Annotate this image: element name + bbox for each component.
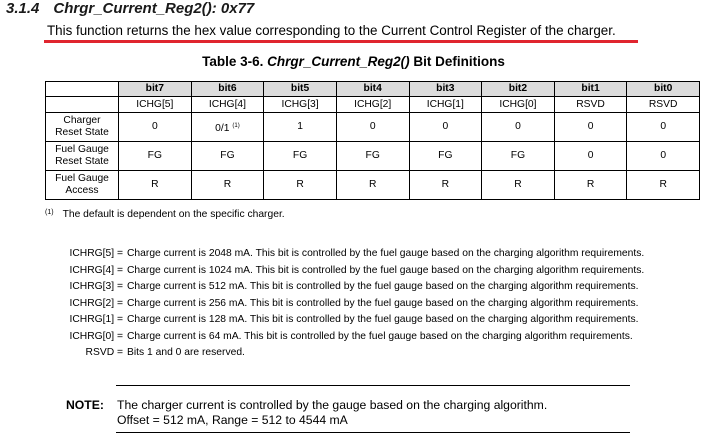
value-text: 0/1 <box>215 122 230 134</box>
footnote-text: The default is dependent on the specific charger. <box>62 209 285 220</box>
definition-text: Charge current is 512 mA. This bit is controlled by the fuel gauge based on the charging algorithm requirements. <box>127 281 639 292</box>
table-row <box>46 171 700 200</box>
value-cell: 0 <box>554 113 627 142</box>
red-underline <box>44 40 638 43</box>
note-rule-bottom <box>116 432 630 433</box>
definition-text: Charge current is 2048 mA. This bit is controlled by the fuel gauge based on the charging algorithm requirements. <box>127 248 645 259</box>
definition-item <box>61 311 701 328</box>
row-label-blank <box>46 97 119 113</box>
bit-header: bit6 <box>191 82 264 97</box>
value-cell: FG <box>336 142 409 171</box>
section-heading <box>6 0 254 17</box>
bit-name-cell: ICHG[3] <box>264 97 337 113</box>
bit-header: bit7 <box>119 82 192 97</box>
row-label-line: Fuel Gauge <box>55 173 109 184</box>
table-row <box>46 113 700 142</box>
definition-text: Bits 1 and 0 are reserved. <box>127 347 245 358</box>
row-label-line: Charger <box>63 115 101 126</box>
value-cell: FG <box>191 142 264 171</box>
header-blank-cell <box>46 82 119 97</box>
bit-name-cell: ICHG[2] <box>336 97 409 113</box>
bit-name-cell: RSVD <box>554 97 627 113</box>
value-cell: R <box>482 171 555 200</box>
row-label <box>46 171 119 200</box>
table-row <box>46 142 700 171</box>
bit-name-cell: ICHG[1] <box>409 97 482 113</box>
definition-text: Charge current is 1024 mA. This bit is controlled by the fuel gauge based on the charging algorithm requirements. <box>127 264 645 276</box>
bit-definitions-table <box>45 81 700 200</box>
table-title-function: Chrgr_Current_Reg2() <box>267 54 410 69</box>
value-cell <box>191 113 264 142</box>
definition-item <box>61 328 701 345</box>
note-text-line: The charger current is controlled by the gauge based on the charging algorithm. <box>117 398 548 412</box>
value-cell: 0 <box>627 113 700 142</box>
value-cell: R <box>554 171 627 200</box>
definition-text: Charge current is 256 mA. This bit is controlled by the fuel gauge based on the charging algorithm requirements. <box>127 297 639 309</box>
footnote-mark: (1) <box>45 209 54 216</box>
bit-header: bit0 <box>627 82 700 97</box>
definition-term: RSVD = <box>85 347 123 358</box>
definition-term: ICHRG[0] = <box>69 330 123 342</box>
definition-term: ICHRG[2] = <box>69 297 123 309</box>
value-cell: R <box>264 171 337 200</box>
row-label <box>46 142 119 171</box>
row-label-line: Reset State <box>55 127 109 138</box>
value-cell: FG <box>264 142 337 171</box>
definition-term: ICHRG[1] = <box>69 314 123 325</box>
value-cell: 0 <box>482 113 555 142</box>
value-cell: R <box>409 171 482 200</box>
value-cell: 0 <box>554 142 627 171</box>
value-cell: 0 <box>336 113 409 142</box>
value-cell: R <box>191 171 264 200</box>
definition-item <box>61 344 701 361</box>
row-label-line: Fuel Gauge <box>55 144 109 155</box>
value-cell: FG <box>409 142 482 171</box>
bit-header: bit1 <box>554 82 627 97</box>
definition-item <box>61 295 701 312</box>
table-row <box>46 97 700 113</box>
value-cell: 0 <box>409 113 482 142</box>
definition-item <box>61 245 701 262</box>
value-cell: 1 <box>264 113 337 142</box>
definition-text: Charge current is 128 mA. This bit is controlled by the fuel gauge based on the charging algorithm requirements. <box>127 314 639 325</box>
row-label-line: Access <box>65 185 99 196</box>
definition-term: ICHRG[3] = <box>69 281 123 292</box>
bit-name-cell: ICHG[0] <box>482 97 555 113</box>
value-cell: 0 <box>119 113 192 142</box>
value-cell: R <box>119 171 192 200</box>
value-cell: FG <box>482 142 555 171</box>
definition-text: Charge current is 64 mA. This bit is controlled by the fuel gauge based on the charging algorithm requirements. <box>127 330 633 342</box>
value-cell: FG <box>119 142 192 171</box>
section-number: 3.1.4 <box>6 0 40 17</box>
intro-text: This function returns the hex value corresponding to the Current Control Register of the charger. <box>47 23 616 38</box>
row-label-line: Reset State <box>55 156 109 167</box>
definition-term: ICHRG[5] = <box>69 248 123 259</box>
table-header-row <box>46 82 700 97</box>
bit-header: bit4 <box>336 82 409 97</box>
bit-header: bit3 <box>409 82 482 97</box>
footnote-ref: (1) <box>232 122 240 129</box>
table-title-prefix: Table 3-6. <box>202 54 264 69</box>
note-text-line: Offset = 512 mA, Range = 512 to 4544 mA <box>117 413 348 427</box>
table-footnote <box>45 209 285 220</box>
bit-name-cell: RSVD <box>627 97 700 113</box>
note-label: NOTE: <box>66 398 104 412</box>
bit-header: bit5 <box>264 82 337 97</box>
bit-name-cell: ICHG[4] <box>191 97 264 113</box>
table-title-suffix: Bit Definitions <box>413 54 505 69</box>
definition-term: ICHRG[4] = <box>69 264 123 276</box>
note-rule-top <box>116 385 630 386</box>
value-cell: R <box>336 171 409 200</box>
value-cell: R <box>627 171 700 200</box>
row-label <box>46 113 119 142</box>
value-cell: 0 <box>627 142 700 171</box>
bit-name-cell: ICHG[5] <box>119 97 192 113</box>
bit-header: bit2 <box>482 82 555 97</box>
definition-item <box>61 262 701 279</box>
section-title: Chrgr_Current_Reg2(): 0x77 <box>53 0 255 17</box>
table-title <box>0 54 707 69</box>
definition-item <box>61 278 701 295</box>
